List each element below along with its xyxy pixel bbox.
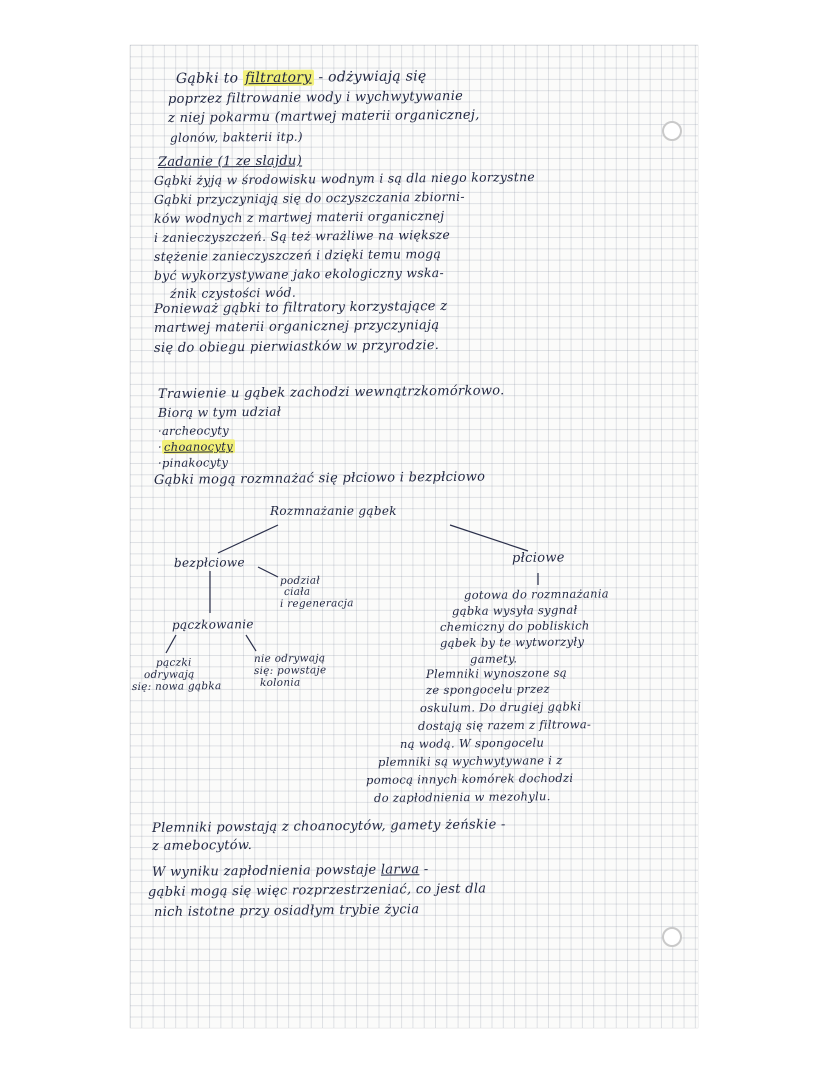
diagram-asexual: bezpłciowe <box>173 555 245 570</box>
intro-text: Gąbki to <box>175 70 244 87</box>
sexual-line-12: pomocą innych komórek dochodzi <box>365 770 574 787</box>
task-line-8: Ponieważ gąbki to filtratory korzystające z <box>153 298 448 317</box>
binder-hole-bottom <box>662 927 682 947</box>
sexual-line-9: dostają się razem z filtrowa- <box>417 717 592 733</box>
digestion-item-3: ·pinakocyty <box>157 455 229 470</box>
sexual-line-7: ze spongocelu przez <box>425 681 550 697</box>
digestion-line-2: Biorą w tym udział <box>157 403 282 420</box>
diagram-budding: pączkowanie <box>171 617 254 632</box>
diagram-branches <box>130 45 698 745</box>
diagram-division-2: ciała <box>283 585 311 598</box>
closing-line-2: z amebocytów. <box>151 837 253 854</box>
branch-to-division <box>258 567 278 577</box>
task-line-4: i zanieczyszczeń. Są też wrażliwe na większe <box>153 226 451 245</box>
reproduction-intro: Gąbki mogą rozmnażać się płciowo i bezpłciowo <box>153 469 486 488</box>
sexual-line-1: gotowa do rozmnażania <box>463 586 610 602</box>
item-archeocyty: archeocyty <box>161 423 230 438</box>
sexual-line-2: gąbka wysyła sygnał <box>451 602 578 618</box>
digestion-line-1: Trawienie u gąbek zachodzi wewnątrzkomórkowo. <box>157 383 505 402</box>
diagram-sexual: płciowe <box>511 550 565 566</box>
digestion-item-2: · choanocyty <box>157 439 234 454</box>
closing-dash: - <box>419 862 429 878</box>
closing-line-4: gąbki mogą się więc rozprzestrzeniać, co jest dla <box>147 881 487 900</box>
task-title: Zadanie (1 ze slajdu) <box>157 153 303 170</box>
item-choanocyty: choanocyty <box>163 439 234 454</box>
closing-line-5: nich istotne przy osiadłym trybie życia <box>153 902 420 920</box>
diagram-bud-right-2: się: powstaje <box>253 664 327 677</box>
branch-to-sexual <box>450 525 528 551</box>
diagram-bud-left-3: się: nowa gąbka <box>131 680 222 693</box>
branch-to-asexual <box>218 525 278 553</box>
task-line-9: martwej materii organicznej przyczyniają <box>153 318 440 336</box>
sexual-line-10: ną wodą. W spongocelu <box>399 735 545 751</box>
branch-to-bud-left <box>166 635 176 653</box>
sexual-line-5: gamety. <box>469 651 518 666</box>
diagram-bud-left-2: odrywają <box>143 668 195 681</box>
sexual-line-11: plemniki są wychwytywane i z <box>377 753 563 769</box>
task-line-3: ków wodnych z martwej materii organicznej <box>153 207 445 226</box>
digestion-item-1: ·archeocyty <box>157 423 230 438</box>
closing-text: W wyniku zapłodnienia powstaje <box>151 862 381 880</box>
task-line-1: Gąbki żyją w środowisku wodnym i są dla niego korzystne <box>153 169 536 188</box>
task-line-7: źnik czystości wód. <box>169 284 297 301</box>
filtratory-highlight: filtratory <box>245 69 312 87</box>
intro-text-end: - odżywiają się <box>313 68 427 86</box>
diagram-bud-right-1: nie odrywają <box>253 652 326 665</box>
sexual-line-8: oskulum. Do drugiej gąbki <box>419 699 582 715</box>
item-pinakocyty: pinakocyty <box>161 455 229 470</box>
closing-line-1: Plemniki powstają z choanocytów, gamety żeńskie - <box>151 817 506 836</box>
sexual-line-13: do zapłodnienia w mezohylu. <box>373 789 551 805</box>
closing-line-3 <box>152 862 429 881</box>
diagram-root: Rozmnażanie gąbek <box>270 504 397 518</box>
intro-line-2: poprzez filtrowanie wody i wychwytywanie <box>167 88 464 107</box>
task-line-6: być wykorzystywane jako ekologiczny wska- <box>153 264 444 283</box>
intro-line-3: z niej pokarmu (martwej materii organicznej, <box>167 107 480 126</box>
diagram-division-3: i regeneracja <box>279 597 354 610</box>
task-line-10: się do obiegu pierwiastków w przyrodzie. <box>153 338 440 356</box>
sexual-line-6: Plemniki wynoszone są <box>425 665 568 681</box>
notebook-page <box>130 45 698 1028</box>
diagram-bud-right-3: kolonia <box>259 676 301 689</box>
branch-to-bud-right <box>246 635 256 651</box>
intro-line-4: glonów, bakterii itp.) <box>169 129 303 145</box>
task-line-2: Gąbki przyczyniają się do oczyszczania zbiorni- <box>153 188 465 207</box>
diagram-bud-left-1: pączki <box>155 656 192 669</box>
diagram-division-1: podział <box>279 574 321 587</box>
larwa-underlined: larwa <box>380 862 420 878</box>
sexual-line-4: gąbek by te wytworzyły <box>439 634 585 650</box>
sexual-line-3: chemiczny do pobliskich <box>439 618 590 634</box>
task-line-5: stężenie zanieczyszczeń i dzięki temu mogą <box>153 245 442 264</box>
